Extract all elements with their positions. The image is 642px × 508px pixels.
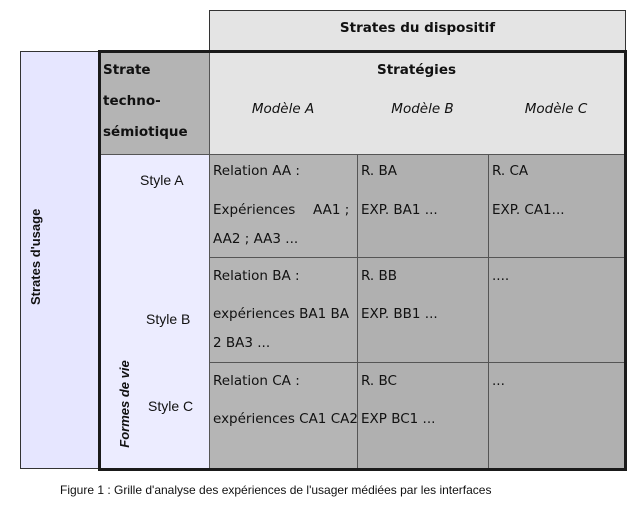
style-b: Style B — [146, 311, 191, 327]
modele-c: Modèle C — [524, 101, 588, 117]
cell-2b-line1: R. BB — [361, 268, 398, 284]
strate-label-line3: sémiotique — [103, 124, 188, 140]
cell-3a-line2: expériences CA1 CA2 — [213, 411, 358, 427]
cell-1a-line3: AA2 ; AA3 ... — [213, 231, 299, 247]
cell-1a-line1: Relation AA : — [213, 163, 300, 179]
style-a: Style A — [140, 172, 184, 188]
cell-3a-line1: Relation CA : — [213, 373, 300, 389]
rule-header-bottom — [101, 154, 624, 155]
cell-1a-line2b: AA1 ; — [313, 202, 350, 218]
rule-col-bc — [488, 154, 489, 468]
style-c: Style C — [148, 398, 194, 414]
modele-b: Modèle B — [391, 101, 454, 117]
cell-2b-line2: EXP. BB1 ... — [361, 306, 438, 322]
cell-1c-line1: R. CA — [492, 163, 529, 179]
cell-2a-line2: expériences BA1 BA — [213, 306, 350, 322]
cell-1a-line2: Expériences — [213, 202, 296, 218]
cell-3b-line1: R. BC — [361, 373, 397, 389]
cell-2a-line1: Relation BA : — [213, 268, 300, 284]
modele-a: Modèle A — [251, 101, 315, 117]
cell-3b-line2: EXP BC1 ... — [361, 411, 436, 427]
cell-1c-line2: EXP. CA1... — [492, 202, 565, 218]
usage-label: Strates d'usage — [28, 208, 43, 305]
cell-3c-line1: ... — [492, 373, 505, 389]
cell-1b-line1: R. BA — [361, 163, 397, 179]
strate-label-line1: Strate — [103, 62, 151, 78]
rule-col-strate — [209, 53, 210, 468]
cell-2c-line1: .... — [492, 268, 510, 284]
rule-row1-bottom — [209, 257, 624, 258]
cell-1b-line2: EXP. BA1 ... — [361, 202, 438, 218]
rule-row2-bottom — [209, 362, 624, 363]
dispositif-header: Strates du dispositif — [339, 20, 496, 36]
strategies-header: Stratégies — [376, 62, 457, 78]
figure-caption: Figure 1 : Grille d'analyse des expériences de l'usager médiées par les interfaces — [60, 483, 492, 497]
formes-label: Formes de vie — [117, 360, 132, 448]
strate-label-line2: techno- — [103, 93, 161, 109]
cell-2a-line3: 2 BA3 ... — [213, 335, 271, 351]
